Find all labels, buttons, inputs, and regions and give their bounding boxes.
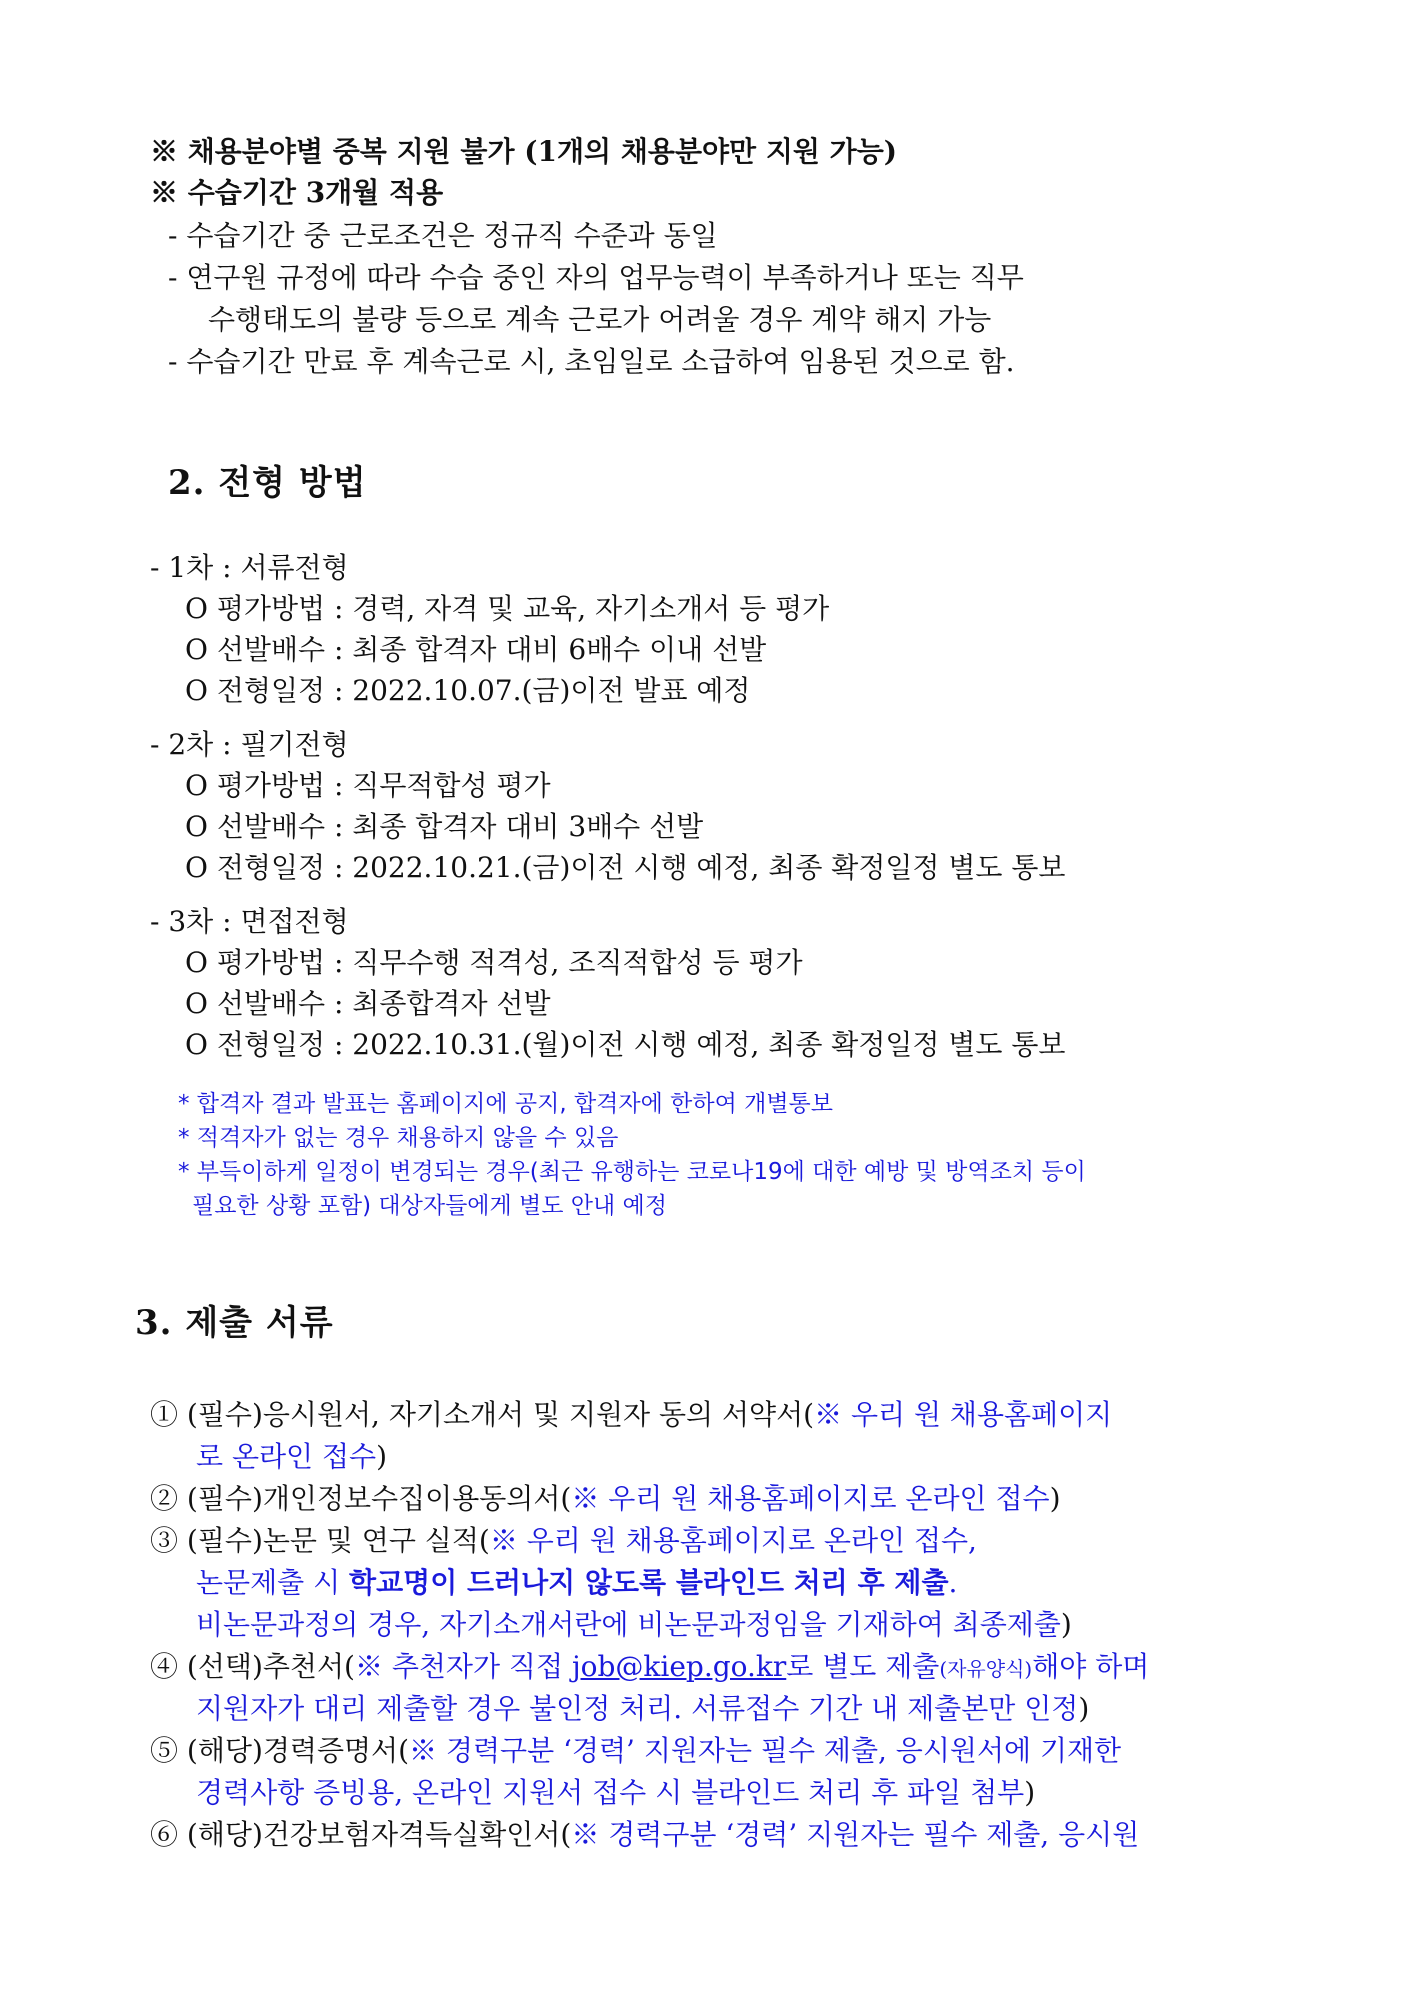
stage-3-heading: - 3차 : 면접전형: [150, 905, 349, 938]
item-1-blue-note: ※ 우리 원 채용홈페이지: [814, 1398, 1113, 1431]
item-3-blue-note-2a: 논문제출 시: [196, 1566, 350, 1599]
item-2-text: (필수)개인정보수집이용동의서(: [186, 1482, 572, 1515]
stage-1-item-1: O 평가방법 : 경력, 자격 및 교육, 자기소개서 등 평가: [185, 592, 830, 625]
item-4-blue-note-2: 지원자가 대리 제출할 경우 불인정 처리. 서류접수 기간 내 제출본만 인정: [196, 1692, 1079, 1725]
section-3-heading: 3. 제출 서류: [135, 1303, 334, 1343]
item-4-close: ): [1078, 1692, 1090, 1725]
item-4-blue-note-a: ※ 추천자가 직접: [354, 1650, 572, 1683]
item-5-number: ⑤: [150, 1734, 179, 1767]
stage-1-heading: - 1차 : 서류전형: [150, 551, 349, 584]
item-3-blue-note: ※ 우리 원 채용홈페이지로 온라인 접수,: [489, 1524, 977, 1557]
item-6-number: ⑥: [150, 1818, 179, 1851]
item-4-blue-note-b: 로 별도 제출: [786, 1650, 940, 1683]
note-probation: ※ 수습기간 3개월 적용: [150, 176, 444, 209]
item-1-number: ①: [150, 1398, 179, 1431]
probation-bullet-2b: 수행태도의 불량 등으로 계속 근로가 어려울 경우 계약 해지 가능: [208, 303, 992, 336]
item-3-text: (필수)논문 및 연구 실적(: [186, 1524, 490, 1557]
item-1-text: (필수)응시원서, 자기소개서 및 지원자 동의 서약서(: [186, 1398, 815, 1431]
selection-note-2: * 적격자가 없는 경우 채용하지 않을 수 있음: [178, 1125, 619, 1151]
item-3-blind-emphasis: 학교명이 드러나지 않도록 블라인드 처리 후 제출: [349, 1566, 949, 1599]
item-4-number: ④: [150, 1650, 179, 1683]
item-4-text: (선택)추천서(: [186, 1650, 355, 1683]
item-1-blue-note-2: 로 온라인 접수: [196, 1440, 377, 1473]
item-3-close: ): [1060, 1608, 1072, 1641]
item-5-blue-note: ※ 경력구분 ‘경력’ 지원자는 필수 제출, 응시원서에 기재한: [409, 1734, 1122, 1767]
item-6-blue-note: ※ 경력구분 ‘경력’ 지원자는 필수 제출, 응시원: [571, 1818, 1140, 1851]
document-item-6: [150, 1815, 1139, 1855]
item-5-text: (해당)경력증명서(: [186, 1734, 410, 1767]
document-item-2: [150, 1479, 1061, 1519]
selection-note-3b: 필요한 상황 포함) 대상자들에게 별도 안내 예정: [192, 1193, 667, 1219]
stage-3-item-2: O 선발배수 : 최종합격자 선발: [185, 987, 551, 1020]
probation-bullet-2a: - 연구원 규정에 따라 수습 중인 자의 업무능력이 부족하거나 또는 직무: [168, 261, 1024, 294]
item-1-close: ): [376, 1440, 388, 1473]
document-item-4: [150, 1647, 1149, 1689]
section-2-heading: 2. 전형 방법: [168, 463, 367, 503]
document-item-3-cont-1: [196, 1563, 957, 1603]
document-item-3-cont-2: [196, 1605, 1072, 1645]
item-2-number: ②: [150, 1482, 179, 1515]
stage-2-item-1: O 평가방법 : 직무적합성 평가: [185, 769, 551, 802]
item-3-blue-note-3: 비논문과정의 경우, 자기소개서란에 비논문과정임을 기재하여 최종제출: [196, 1608, 1061, 1641]
document-item-5-cont: [196, 1773, 1035, 1813]
stage-3-item-3: O 전형일정 : 2022.10.31.(월)이전 시행 예정, 최종 확정일정 별도 통보: [185, 1028, 1066, 1061]
probation-bullet-1: - 수습기간 중 근로조건은 정규직 수준과 동일: [168, 219, 718, 252]
item-3-blue-period: .: [948, 1566, 958, 1599]
item-2-blue-note: ※ 우리 원 채용홈페이지로 온라인 접수: [571, 1482, 1050, 1515]
item-5-close: ): [1024, 1776, 1036, 1809]
stage-3-item-1: O 평가방법 : 직무수행 적격성, 조직적합성 등 평가: [185, 946, 803, 979]
probation-bullet-3: - 수습기간 만료 후 계속근로 시, 초임일로 소급하여 임용된 것으로 함.: [168, 345, 1015, 378]
item-4-email-link[interactable]: job@kiep.go.kr: [571, 1650, 787, 1683]
note-duplicate-apply: ※ 채용분야별 중복 지원 불가 (1개의 채용분야만 지원 가능): [150, 135, 898, 168]
document-item-1: [150, 1395, 1112, 1435]
item-5-blue-note-2: 경력사항 증빙용, 온라인 지원서 접수 시 블라인드 처리 후 파일 첨부: [196, 1776, 1025, 1809]
document-item-3: [150, 1521, 977, 1561]
item-2-close: ): [1049, 1482, 1061, 1515]
document-item-1-cont: [196, 1437, 387, 1477]
stage-1-item-2: O 선발배수 : 최종 합격자 대비 6배수 이내 선발: [185, 633, 767, 666]
item-3-number: ③: [150, 1524, 179, 1557]
stage-1-item-3: O 전형일정 : 2022.10.07.(금)이전 발표 예정: [185, 674, 751, 707]
item-4-blue-note-c: 해야 하며: [1032, 1650, 1150, 1683]
selection-note-1: * 합격자 결과 발표는 홈페이지에 공지, 합격자에 한하여 개별통보: [178, 1091, 833, 1117]
selection-note-3a: * 부득이하게 일정이 변경되는 경우(최근 유행하는 코로나19에 대한 예방 및 방역조치 등이: [178, 1159, 1086, 1185]
document-item-4-cont: [196, 1689, 1089, 1729]
stage-2-item-2: O 선발배수 : 최종 합격자 대비 3배수 선발: [185, 810, 704, 843]
item-4-free-format: (자유양식): [939, 1657, 1033, 1681]
item-6-text: (해당)건강보험자격득실확인서(: [186, 1818, 572, 1851]
stage-2-item-3: O 전형일정 : 2022.10.21.(금)이전 시행 예정, 최종 확정일정 별도 통보: [185, 851, 1066, 884]
stage-2-heading: - 2차 : 필기전형: [150, 728, 349, 761]
document-item-5: [150, 1731, 1121, 1771]
